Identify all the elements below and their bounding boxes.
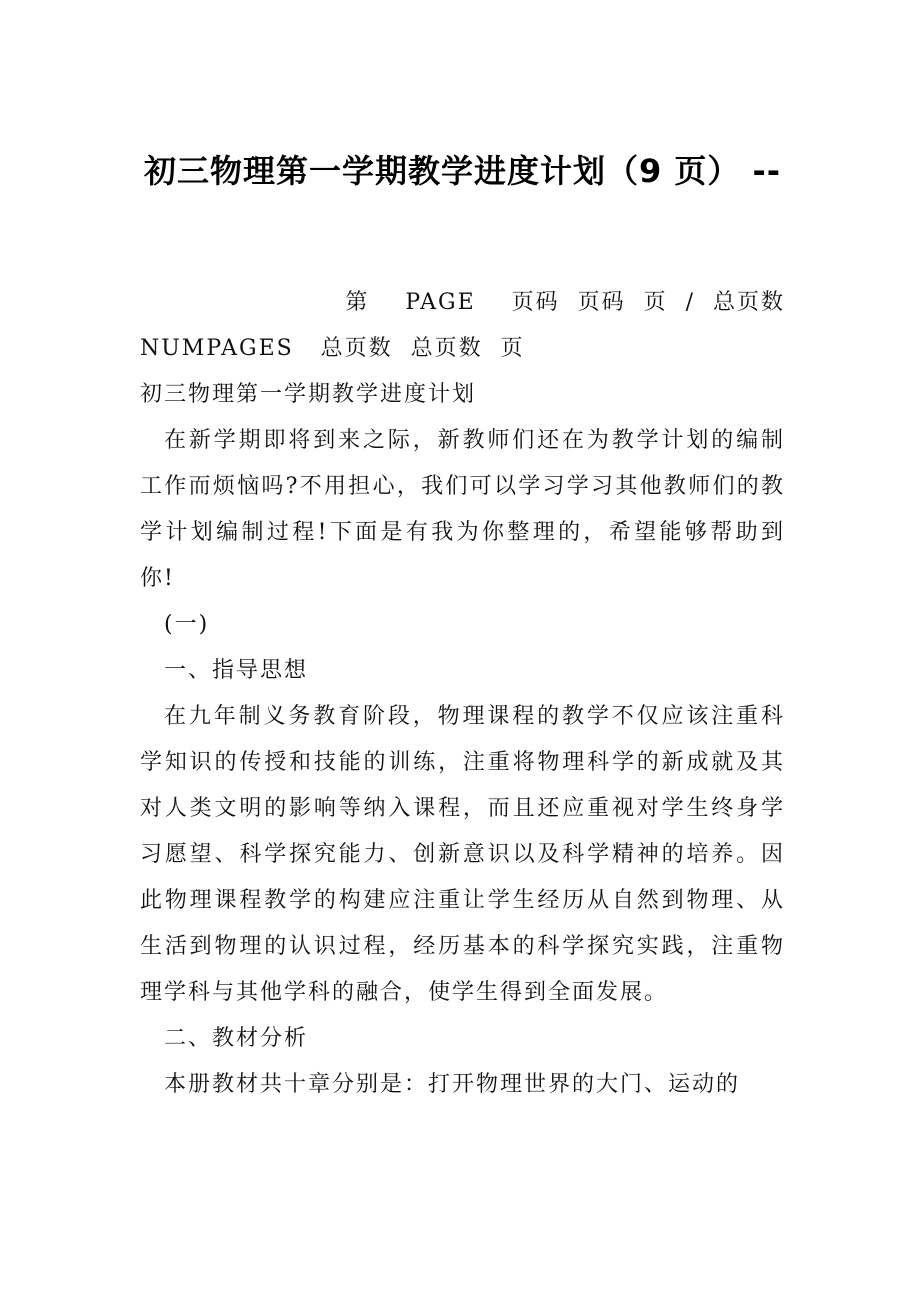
textbook-analysis-paragraph: 本册教材共十章分别是：打开物理世界的大门、运动的 bbox=[164, 1072, 741, 1097]
numpages-field-line: NUMPAGES 总页数 总页数 页 bbox=[140, 336, 525, 361]
heading-guiding-thought: 一、指导思想 bbox=[164, 658, 309, 683]
guiding-thought-paragraph: 在九年制义务教育阶段，物理课程的教学不仅应该注重科学知识的传授和技能的训练，注重将物理科学的新成就及其对人类文明的影响等纳入课程，而且还应重视对学生终身学习愿望、科学探究能力、创新意识以及科学精神的培养。因此物理课程教学的构建应注重让学生经历从自然到物理、从生活到物理的认识过程，经历基本的科学探究实践，注重物理学科与其他学科的融合，使学生得到全面发展。 bbox=[140, 704, 785, 1005]
intro-paragraph: 在新学期即将到来之际，新教师们还在为教学计划的编制工作而烦恼吗?不用担心，我们可以学习学习其他教师们的教学计划编制过程!下面是有我为你整理的，希望能够帮助到你! bbox=[140, 428, 785, 591]
document-body bbox=[140, 280, 785, 1108]
heading-textbook-analysis: 二、教材分析 bbox=[164, 1026, 309, 1051]
page-field-line: 第 PAGE 页码 页码 页 / 总页数 bbox=[345, 290, 785, 315]
document-title: 初三物理第一学期教学进度计划（9 页） -- bbox=[143, 152, 782, 190]
document-subtitle: 初三物理第一学期教学进度计划 bbox=[140, 382, 477, 407]
section-marker: (一) bbox=[164, 612, 210, 637]
